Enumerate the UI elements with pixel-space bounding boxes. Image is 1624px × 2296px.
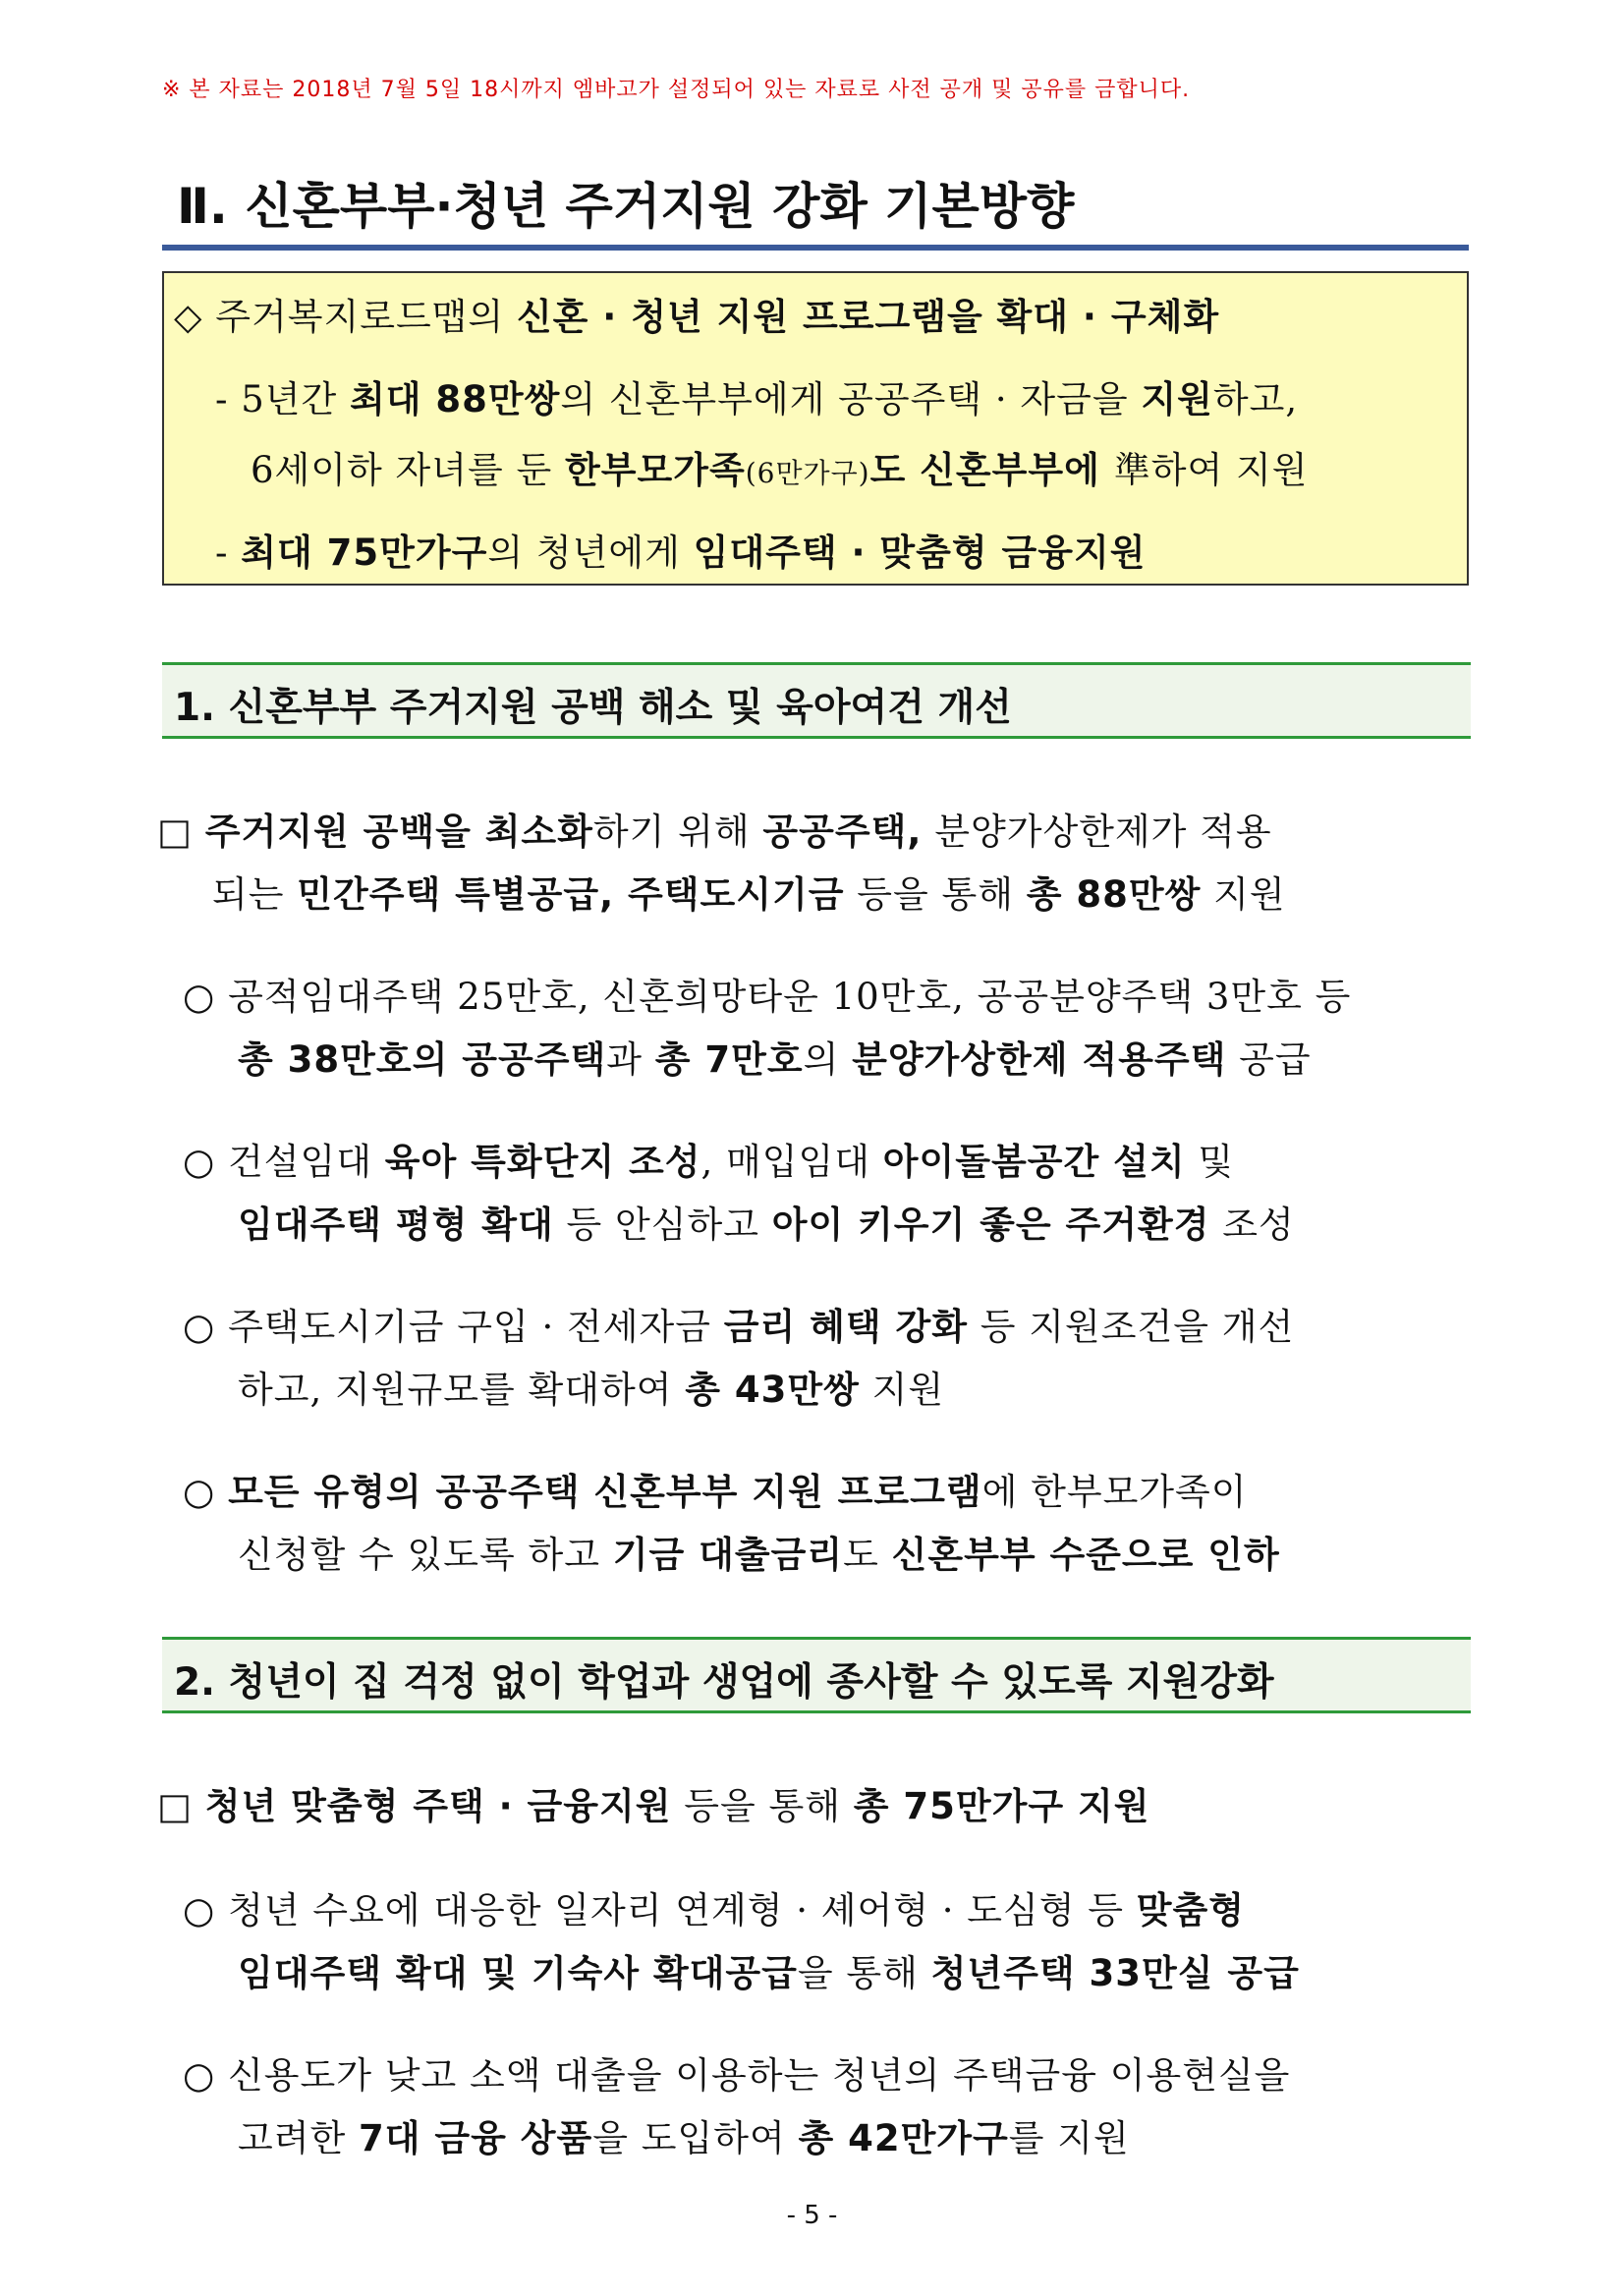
s2-bullet-2-line-1: ○ 신용도가 낮고 소액 대출을 이용하는 청년의 주택금융 이용현실을 [183, 2054, 1291, 2097]
circle-bullet-icon: ○ [183, 2054, 216, 2097]
s2-bullet-2-line-2: 고려한 7대 금융 상품을 도입하여 총 42만가구를 지원 [238, 2117, 1130, 2159]
s1-main-line-1: □ 주거지원 공백을 최소화하기 위해 공공주택, 분양가상한제가 적용 [157, 811, 1272, 853]
s1-bullet-2-line-2: 임대주택 평형 확대 등 안심하고 아이 키우기 좋은 주거환경 조성 [238, 1204, 1295, 1246]
s1-bullet-3-line-2: 하고, 지원규모를 확대하여 총 43만쌍 지원 [238, 1369, 945, 1411]
subsection-1-header [162, 662, 1471, 739]
subsection-1-title: 1. 신혼부부 주거지원 공백 해소 및 육아여건 개선 [174, 686, 1012, 730]
s1-bullet-3-line-1: ○ 주택도시기금 구입 · 전세자금 금리 혜택 강화 등 지원조건을 개선 [183, 1306, 1295, 1348]
title-underline [162, 245, 1469, 251]
diamond-icon: ◇ [174, 296, 203, 338]
s1-main-line-2: 되는 민간주택 특별공급, 주택도시기금 등을 통해 총 88만쌍 지원 [212, 873, 1286, 916]
page-number: - 5 - [786, 2201, 838, 2230]
s2-main-line-1: □ 청년 맞춤형 주택 · 금융지원 등을 통해 총 75만가구 지원 [157, 1785, 1150, 1827]
s2-bullet-1-line-2: 임대주택 확대 및 기숙사 확대공급을 통해 청년주택 33만실 공급 [238, 1952, 1300, 1994]
circle-bullet-icon: ○ [183, 1889, 216, 1932]
checkbox-square-icon: □ [157, 1785, 193, 1827]
circle-bullet-icon: ○ [183, 976, 216, 1018]
s1-bullet-4-line-1: ○ 모든 유형의 공공주택 신혼부부 지원 프로그램에 한부모가족이 [183, 1471, 1248, 1513]
subsection-2-title: 2. 청년이 집 걱정 없이 학업과 생업에 종사할 수 있도록 지원강화 [174, 1660, 1274, 1705]
summary-line-2: - 5년간 최대 88만쌍의 신혼부부에게 공공주택 · 자금을 지원하고, [215, 378, 1299, 420]
section-title: Ⅱ. 신혼부부·청년 주거지원 강화 기본방향 [177, 178, 1075, 235]
s1-bullet-1-line-1: ○ 공적임대주택 25만호, 신혼희망타운 10만호, 공공분양주택 3만호 등 [183, 976, 1352, 1018]
subsection-2-header [162, 1637, 1471, 1713]
s1-bullet-2-line-1: ○ 건설임대 육아 특화단지 조성, 매입임대 아이돌봄공간 설치 및 [183, 1141, 1235, 1183]
s1-bullet-1-line-2: 총 38만호의 공공주택과 총 7만호의 분양가상한제 적용주택 공급 [238, 1038, 1312, 1081]
summary-line-4: - 최대 75만가구의 청년에게 임대주택 · 맞춤형 금융지원 [215, 532, 1147, 574]
checkbox-square-icon: □ [157, 811, 193, 853]
embargo-notice: ※ 본 자료는 2018년 7월 5일 18시까지 엠바고가 설정되어 있는 자료로 사전 공개 및 공유를 금합니다. [162, 78, 1191, 102]
summary-line-1: ◇ 주거복지로드맵의 신혼 · 청년 지원 프로그램을 확대 · 구체화 [174, 296, 1220, 338]
summary-line-3: 6세이하 자녀를 둔 한부모가족(6만가구)도 신혼부부에 準하여 지원 [251, 449, 1309, 491]
s2-bullet-1-line-1: ○ 청년 수요에 대응한 일자리 연계형 · 셰어형 · 도심형 등 맞춤형 [183, 1889, 1246, 1932]
circle-bullet-icon: ○ [183, 1306, 216, 1348]
circle-bullet-icon: ○ [183, 1471, 216, 1513]
summary-box [162, 271, 1469, 586]
circle-bullet-icon: ○ [183, 1141, 216, 1183]
s1-bullet-4-line-2: 신청할 수 있도록 하고 기금 대출금리도 신혼부부 수준으로 인하 [238, 1534, 1280, 1576]
